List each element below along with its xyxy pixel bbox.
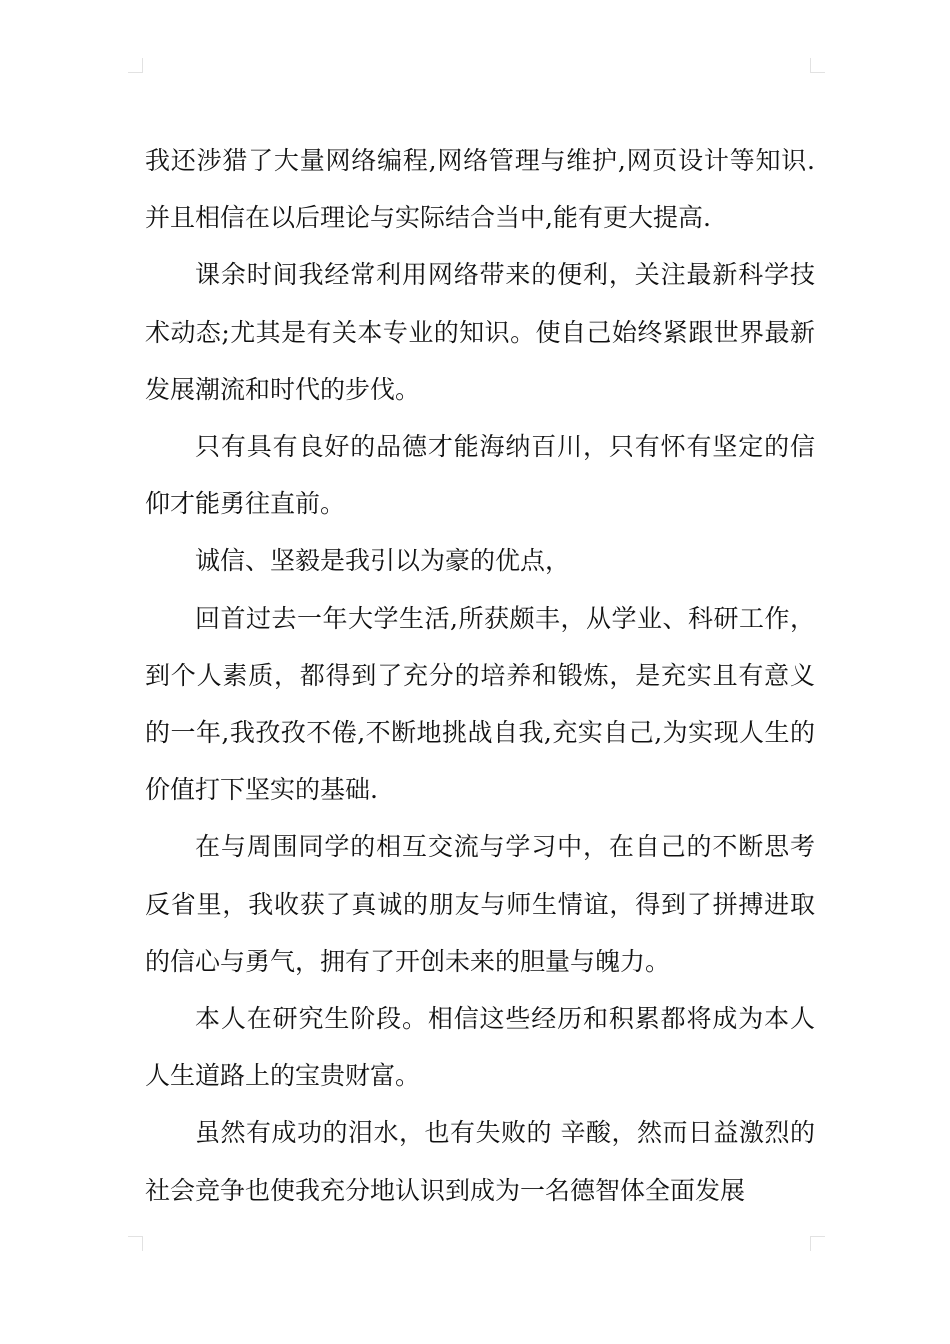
paragraph-1: 我还涉猎了大量网络编程,网络管理与维护,网页设计等知识.并且相信在以后理论与实际结合当中,能有更大提高.	[145, 146, 815, 233]
crop-mark-bottom-left	[128, 1236, 143, 1251]
crop-mark-top-left	[128, 58, 143, 73]
crop-mark-bottom-right	[810, 1236, 825, 1251]
paragraph-4: 诚信、坚毅是我引以为豪的优点，	[195, 546, 571, 576]
paragraph-7: 本人在研究生阶段。相信这些经历和积累都将成为本人人生道路上的宝贵财富。	[145, 1004, 815, 1091]
document-body	[145, 132, 815, 1219]
crop-mark-top-right	[810, 58, 825, 73]
paragraph-8: 虽然有成功的泪水，也有失败的 辛酸，然而日益激烈的社会竞争也使我充分地认识到成为一名德智体全面发展	[145, 1118, 815, 1205]
paragraph-3: 只有具有良好的品德才能海纳百川，只有怀有坚定的信仰才能勇往直前。	[145, 432, 815, 519]
paragraph-2: 课余时间我经常利用网络带来的便利，关注最新科学技术动态;尤其是有关本专业的知识。使自己始终紧跟世界最新发展潮流和时代的步伐。	[145, 260, 815, 404]
paragraph-6: 在与周围同学的相互交流与学习中，在自己的不断思考反省里，我收获了真诚的朋友与师生情谊，得到了拼搏进取的信心与勇气，拥有了开创未来的胆量与魄力。	[145, 832, 815, 976]
paragraph-5: 回首过去一年大学生活,所获颇丰，从学业、科研工作，到个人素质，都得到了充分的培养和锻炼，是充实且有意义的一年,我孜孜不倦,不断地挑战自我,充实自己,为实现人生的价值打下坚实的基础.	[145, 603, 815, 805]
